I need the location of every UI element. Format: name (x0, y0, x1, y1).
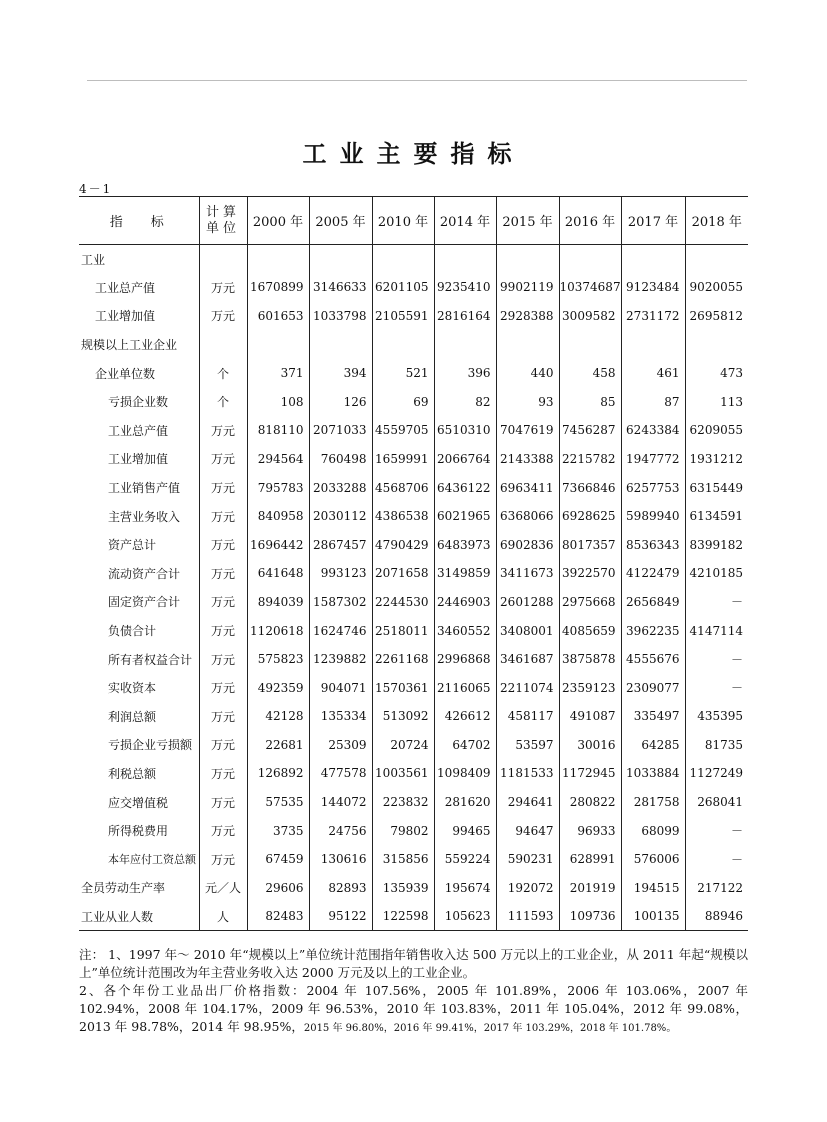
row-label: 工业销售产值 (108, 481, 181, 496)
row-unit: 万元 (199, 530, 247, 559)
value-cell: 2033288 (309, 473, 372, 502)
value-cell: 8399182 (685, 530, 748, 559)
value-cell: 6510310 (434, 416, 496, 445)
unit-header-line2: 单位 (205, 220, 240, 236)
value-cell: 394 (309, 359, 372, 388)
table-row (79, 502, 748, 531)
row-unit: 人 (199, 902, 247, 931)
value-cell: 4085659 (559, 616, 621, 645)
value-cell: 473 (685, 359, 748, 388)
row-label: 亏损企业数 (108, 395, 169, 410)
row-unit: 万元 (199, 816, 247, 845)
value-cell: 9902119 (496, 273, 559, 302)
value-cell: 521 (372, 359, 434, 388)
row-label: 工业总产值 (108, 423, 169, 438)
value-cell: 10374687 (559, 273, 621, 302)
column-header-item: 指标 (79, 197, 199, 245)
value-cell: 3408001 (496, 616, 559, 645)
value-cell: 7456287 (559, 416, 621, 445)
row-label: 流动资产合计 (108, 566, 181, 581)
value-cell: 3461687 (496, 645, 559, 674)
value-cell: 2975668 (559, 588, 621, 617)
table-row (79, 673, 748, 702)
value-cell: 2116065 (434, 673, 496, 702)
value-cell: 96933 (559, 816, 621, 845)
row-label: 工业总产值 (95, 280, 156, 295)
row-label: 利税总额 (108, 766, 157, 781)
value-cell (685, 245, 748, 274)
value-cell: 88946 (685, 902, 748, 931)
table-row (79, 473, 748, 502)
table-row (79, 330, 748, 359)
value-cell: 81735 (685, 731, 748, 760)
column-header-year: 2014 年 (434, 197, 496, 245)
value-cell: 590231 (496, 845, 559, 874)
value-cell: 122598 (372, 902, 434, 931)
column-header-year: 2015 年 (496, 197, 559, 245)
row-label: 所有者权益合计 (108, 652, 193, 667)
value-cell: 491087 (559, 702, 621, 731)
value-cell: － (685, 816, 748, 845)
row-label: 本年应付工资总额 (108, 853, 196, 867)
value-cell: 201919 (559, 874, 621, 903)
column-header-year: 2018 年 (685, 197, 748, 245)
row-unit: 万元 (199, 702, 247, 731)
value-cell: 29606 (247, 874, 309, 903)
value-cell: 1931212 (685, 445, 748, 474)
footnote-1: 注： 1、1997 年～ 2010 年“规模以上”单位统计范围指年销售收入达 500 万元以上的工业企业，从 2011 年起“规模以上”单位统计范围改为年主营业务收入达 2000 万元及以上的工业企业。 (79, 947, 748, 980)
value-cell: 1587302 (309, 588, 372, 617)
value-cell: 281758 (621, 788, 685, 817)
value-cell: 1033798 (309, 302, 372, 331)
value-cell: 82893 (309, 874, 372, 903)
row-label: 利润总额 (108, 709, 157, 724)
value-cell: 82 (434, 387, 496, 416)
value-cell: 6201105 (372, 273, 434, 302)
value-cell (434, 245, 496, 274)
value-cell: 760498 (309, 445, 372, 474)
value-cell: 30016 (559, 731, 621, 760)
value-cell: 268041 (685, 788, 748, 817)
value-cell: 904071 (309, 673, 372, 702)
row-unit (199, 245, 247, 274)
value-cell: 25309 (309, 731, 372, 760)
value-cell: 993123 (309, 559, 372, 588)
row-unit (199, 330, 247, 359)
value-cell: 79802 (372, 816, 434, 845)
value-cell: 42128 (247, 702, 309, 731)
value-cell: 22681 (247, 731, 309, 760)
value-cell: 223832 (372, 788, 434, 817)
value-cell: 85 (559, 387, 621, 416)
value-cell: 894039 (247, 588, 309, 617)
table-number: 4－1 (79, 182, 113, 196)
row-label: 全员劳动生产率 (81, 881, 166, 896)
value-cell: 4386538 (372, 502, 434, 531)
value-cell (685, 330, 748, 359)
value-cell (559, 330, 621, 359)
row-unit: 万元 (199, 416, 247, 445)
value-cell: 435395 (685, 702, 748, 731)
value-cell: 6928625 (559, 502, 621, 531)
value-cell: 195674 (434, 874, 496, 903)
table-row (79, 416, 748, 445)
value-cell: 2143388 (496, 445, 559, 474)
row-label: 工业增加值 (108, 452, 169, 467)
value-cell: 2867457 (309, 530, 372, 559)
value-cell (309, 330, 372, 359)
value-cell: 126 (309, 387, 372, 416)
value-cell: 3922570 (559, 559, 621, 588)
value-cell: 281620 (434, 788, 496, 817)
value-cell: 335497 (621, 702, 685, 731)
value-cell: 1003561 (372, 759, 434, 788)
value-cell: 575823 (247, 645, 309, 674)
value-cell: 24756 (309, 816, 372, 845)
value-cell: 82483 (247, 902, 309, 931)
value-cell: 2261168 (372, 645, 434, 674)
row-label: 企业单位数 (95, 366, 156, 381)
value-cell: 6902836 (496, 530, 559, 559)
row-label: 规模以上工业企业 (81, 338, 178, 353)
value-cell: 840958 (247, 502, 309, 531)
value-cell: 6243384 (621, 416, 685, 445)
row-label: 固定资产合计 (108, 595, 181, 610)
value-cell: 1239882 (309, 645, 372, 674)
row-label: 工业 (81, 252, 106, 267)
table-row (79, 616, 748, 645)
value-cell: 8536343 (621, 530, 685, 559)
row-unit: 万元 (199, 616, 247, 645)
value-cell: 6436122 (434, 473, 496, 502)
table-row (79, 245, 748, 274)
value-cell: 99465 (434, 816, 496, 845)
row-label: 资产总计 (108, 538, 157, 553)
value-cell: 53597 (496, 731, 559, 760)
row-label: 工业增加值 (95, 309, 156, 324)
value-cell: 94647 (496, 816, 559, 845)
value-cell: 458 (559, 359, 621, 388)
value-cell: 6021965 (434, 502, 496, 531)
value-cell: 6257753 (621, 473, 685, 502)
value-cell: 1172945 (559, 759, 621, 788)
row-unit: 万元 (199, 473, 247, 502)
value-cell: 3411673 (496, 559, 559, 588)
value-cell: － (685, 588, 748, 617)
value-cell: 2601288 (496, 588, 559, 617)
value-cell: 111593 (496, 902, 559, 931)
value-cell: 69 (372, 387, 434, 416)
value-cell: 4122479 (621, 559, 685, 588)
value-cell: － (685, 673, 748, 702)
row-unit: 万元 (199, 273, 247, 302)
value-cell (372, 245, 434, 274)
value-cell: 4555676 (621, 645, 685, 674)
column-header-year: 2010 年 (372, 197, 434, 245)
value-cell: 9123484 (621, 273, 685, 302)
value-cell: 5989940 (621, 502, 685, 531)
value-cell: 1570361 (372, 673, 434, 702)
table-row (79, 816, 748, 845)
table-header-row (79, 197, 748, 245)
table-row (79, 702, 748, 731)
table-row (79, 530, 748, 559)
value-cell: 3009582 (559, 302, 621, 331)
value-cell: 6368066 (496, 502, 559, 531)
value-cell: 4210185 (685, 559, 748, 588)
value-cell: 194515 (621, 874, 685, 903)
value-cell (434, 330, 496, 359)
row-label: 工业从业人数 (79, 902, 199, 931)
row-label: 应交增值税 (108, 795, 169, 810)
value-cell: 126892 (247, 759, 309, 788)
row-unit: 万元 (199, 759, 247, 788)
row-label: 主营业务收入 (108, 509, 181, 524)
value-cell: 68099 (621, 816, 685, 845)
table-body (79, 245, 748, 931)
row-label: 亏损企业亏损额 (108, 738, 193, 753)
column-header-year: 2000 年 (247, 197, 309, 245)
unit-header-line1: 计算 (205, 204, 240, 220)
table-row (79, 874, 748, 903)
value-cell: 4147114 (685, 616, 748, 645)
table-row (79, 588, 748, 617)
value-cell: 4568706 (372, 473, 434, 502)
value-cell: 2656849 (621, 588, 685, 617)
value-cell: 7366846 (559, 473, 621, 502)
value-cell: 818110 (247, 416, 309, 445)
value-cell: 1098409 (434, 759, 496, 788)
value-cell: 492359 (247, 673, 309, 702)
table-row (79, 445, 748, 474)
value-cell: 3875878 (559, 645, 621, 674)
value-cell: 1670899 (247, 273, 309, 302)
row-label: 所得税费用 (108, 824, 169, 839)
column-header-unit (199, 197, 247, 245)
row-unit: 个 (199, 359, 247, 388)
value-cell: 280822 (559, 788, 621, 817)
footnotes (79, 946, 748, 1038)
row-unit: 万元 (199, 559, 247, 588)
table-row (79, 387, 748, 416)
value-cell: 628991 (559, 845, 621, 874)
value-cell: 559224 (434, 845, 496, 874)
value-cell: 458117 (496, 702, 559, 731)
value-cell: 20724 (372, 731, 434, 760)
row-unit: 万元 (199, 788, 247, 817)
table-row (79, 788, 748, 817)
table-row (79, 302, 748, 331)
footnote-2 (79, 982, 748, 1038)
value-cell: 396 (434, 359, 496, 388)
value-cell: 601653 (247, 302, 309, 331)
value-cell: 2030112 (309, 502, 372, 531)
value-cell: 440 (496, 359, 559, 388)
value-cell: 105623 (434, 902, 496, 931)
value-cell: 1120618 (247, 616, 309, 645)
row-unit: 万元 (199, 673, 247, 702)
value-cell: 7047619 (496, 416, 559, 445)
value-cell: 57535 (247, 788, 309, 817)
value-cell: 513092 (372, 702, 434, 731)
value-cell: 1033884 (621, 759, 685, 788)
value-cell: 8017357 (559, 530, 621, 559)
table-row (79, 273, 748, 302)
value-cell: 1696442 (247, 530, 309, 559)
value-cell (247, 245, 309, 274)
value-cell: 135939 (372, 874, 434, 903)
value-cell: 4559705 (372, 416, 434, 445)
value-cell: 2518011 (372, 616, 434, 645)
value-cell: － (685, 645, 748, 674)
table-row (79, 759, 748, 788)
value-cell: 109736 (559, 902, 621, 931)
value-cell: 426612 (434, 702, 496, 731)
value-cell: 2071033 (309, 416, 372, 445)
value-cell: 641648 (247, 559, 309, 588)
value-cell: 2215782 (559, 445, 621, 474)
footnote-2-text: 2、各个年份工业品出厂价格指数：2004 年 107.56%，2005 年 101.89%，2006 年 103.06%，2007 年 102.94%，2008 年 104.17%，2009 年 96.53%，2010 年 103.83%，2011 年 105.04%，2012 年 99.08%，2013 年 98.78%，2014 年 98.95%， (79, 983, 748, 1034)
value-cell: － (685, 845, 748, 874)
row-unit: 万元 (199, 645, 247, 674)
table-row (79, 645, 748, 674)
value-cell: 93 (496, 387, 559, 416)
value-cell: 2816164 (434, 302, 496, 331)
value-cell: 217122 (685, 874, 748, 903)
value-cell: 576006 (621, 845, 685, 874)
value-cell: 6134591 (685, 502, 748, 531)
value-cell: 294564 (247, 445, 309, 474)
value-cell: 87 (621, 387, 685, 416)
value-cell: 1947772 (621, 445, 685, 474)
value-cell: 6209055 (685, 416, 748, 445)
value-cell: 6315449 (685, 473, 748, 502)
value-cell: 6483973 (434, 530, 496, 559)
column-header-year: 2017 年 (621, 197, 685, 245)
column-header-year: 2005 年 (309, 197, 372, 245)
value-cell (621, 330, 685, 359)
value-cell: 1127249 (685, 759, 748, 788)
value-cell: 2066764 (434, 445, 496, 474)
row-unit: 元／人 (199, 874, 247, 903)
indicator-table (79, 196, 748, 931)
row-unit: 万元 (199, 445, 247, 474)
value-cell: 113 (685, 387, 748, 416)
value-cell: 2996868 (434, 645, 496, 674)
value-cell: 2446903 (434, 588, 496, 617)
value-cell (496, 245, 559, 274)
value-cell: 294641 (496, 788, 559, 817)
value-cell: 795783 (247, 473, 309, 502)
row-unit: 万元 (199, 845, 247, 874)
value-cell: 108 (247, 387, 309, 416)
row-unit: 万元 (199, 731, 247, 760)
value-cell: 2309077 (621, 673, 685, 702)
footnote-2-tail: 2015 年 96.80%，2016 年 99.41%，2017 年 103.29%，2018 年 101.78%。 (303, 1023, 677, 1034)
value-cell: 315856 (372, 845, 434, 874)
value-cell: 2731172 (621, 302, 685, 331)
value-cell (621, 245, 685, 274)
value-cell: 2071658 (372, 559, 434, 588)
value-cell: 100135 (621, 902, 685, 931)
page-title: 工业主要指标 (302, 139, 525, 168)
value-cell: 3146633 (309, 273, 372, 302)
value-cell: 2695812 (685, 302, 748, 331)
row-unit: 个 (199, 387, 247, 416)
value-cell: 477578 (309, 759, 372, 788)
value-cell: 2244530 (372, 588, 434, 617)
value-cell (496, 330, 559, 359)
value-cell: 3149859 (434, 559, 496, 588)
row-unit: 万元 (199, 588, 247, 617)
value-cell: 144072 (309, 788, 372, 817)
value-cell: 95122 (309, 902, 372, 931)
row-unit: 万元 (199, 302, 247, 331)
table-row (79, 559, 748, 588)
value-cell: 3460552 (434, 616, 496, 645)
value-cell (309, 245, 372, 274)
value-cell: 2928388 (496, 302, 559, 331)
value-cell: 461 (621, 359, 685, 388)
value-cell: 2211074 (496, 673, 559, 702)
value-cell: 371 (247, 359, 309, 388)
value-cell: 135334 (309, 702, 372, 731)
value-cell: 1181533 (496, 759, 559, 788)
value-cell: 9235410 (434, 273, 496, 302)
value-cell: 9020055 (685, 273, 748, 302)
row-unit: 万元 (199, 502, 247, 531)
table-row (79, 845, 748, 874)
header-rule (87, 80, 747, 81)
value-cell: 3735 (247, 816, 309, 845)
value-cell (372, 330, 434, 359)
value-cell: 6963411 (496, 473, 559, 502)
value-cell: 67459 (247, 845, 309, 874)
value-cell (559, 245, 621, 274)
table-row (79, 731, 748, 760)
value-cell: 64702 (434, 731, 496, 760)
value-cell: 1624746 (309, 616, 372, 645)
value-cell: 130616 (309, 845, 372, 874)
value-cell: 2359123 (559, 673, 621, 702)
table-row (79, 902, 748, 931)
value-cell: 64285 (621, 731, 685, 760)
value-cell: 1659991 (372, 445, 434, 474)
value-cell: 3962235 (621, 616, 685, 645)
column-header-year: 2016 年 (559, 197, 621, 245)
table-row (79, 359, 748, 388)
value-cell (247, 330, 309, 359)
row-label: 实收资本 (108, 681, 157, 696)
value-cell: 2105591 (372, 302, 434, 331)
value-cell: 192072 (496, 874, 559, 903)
row-label: 负债合计 (108, 624, 157, 639)
value-cell: 4790429 (372, 530, 434, 559)
